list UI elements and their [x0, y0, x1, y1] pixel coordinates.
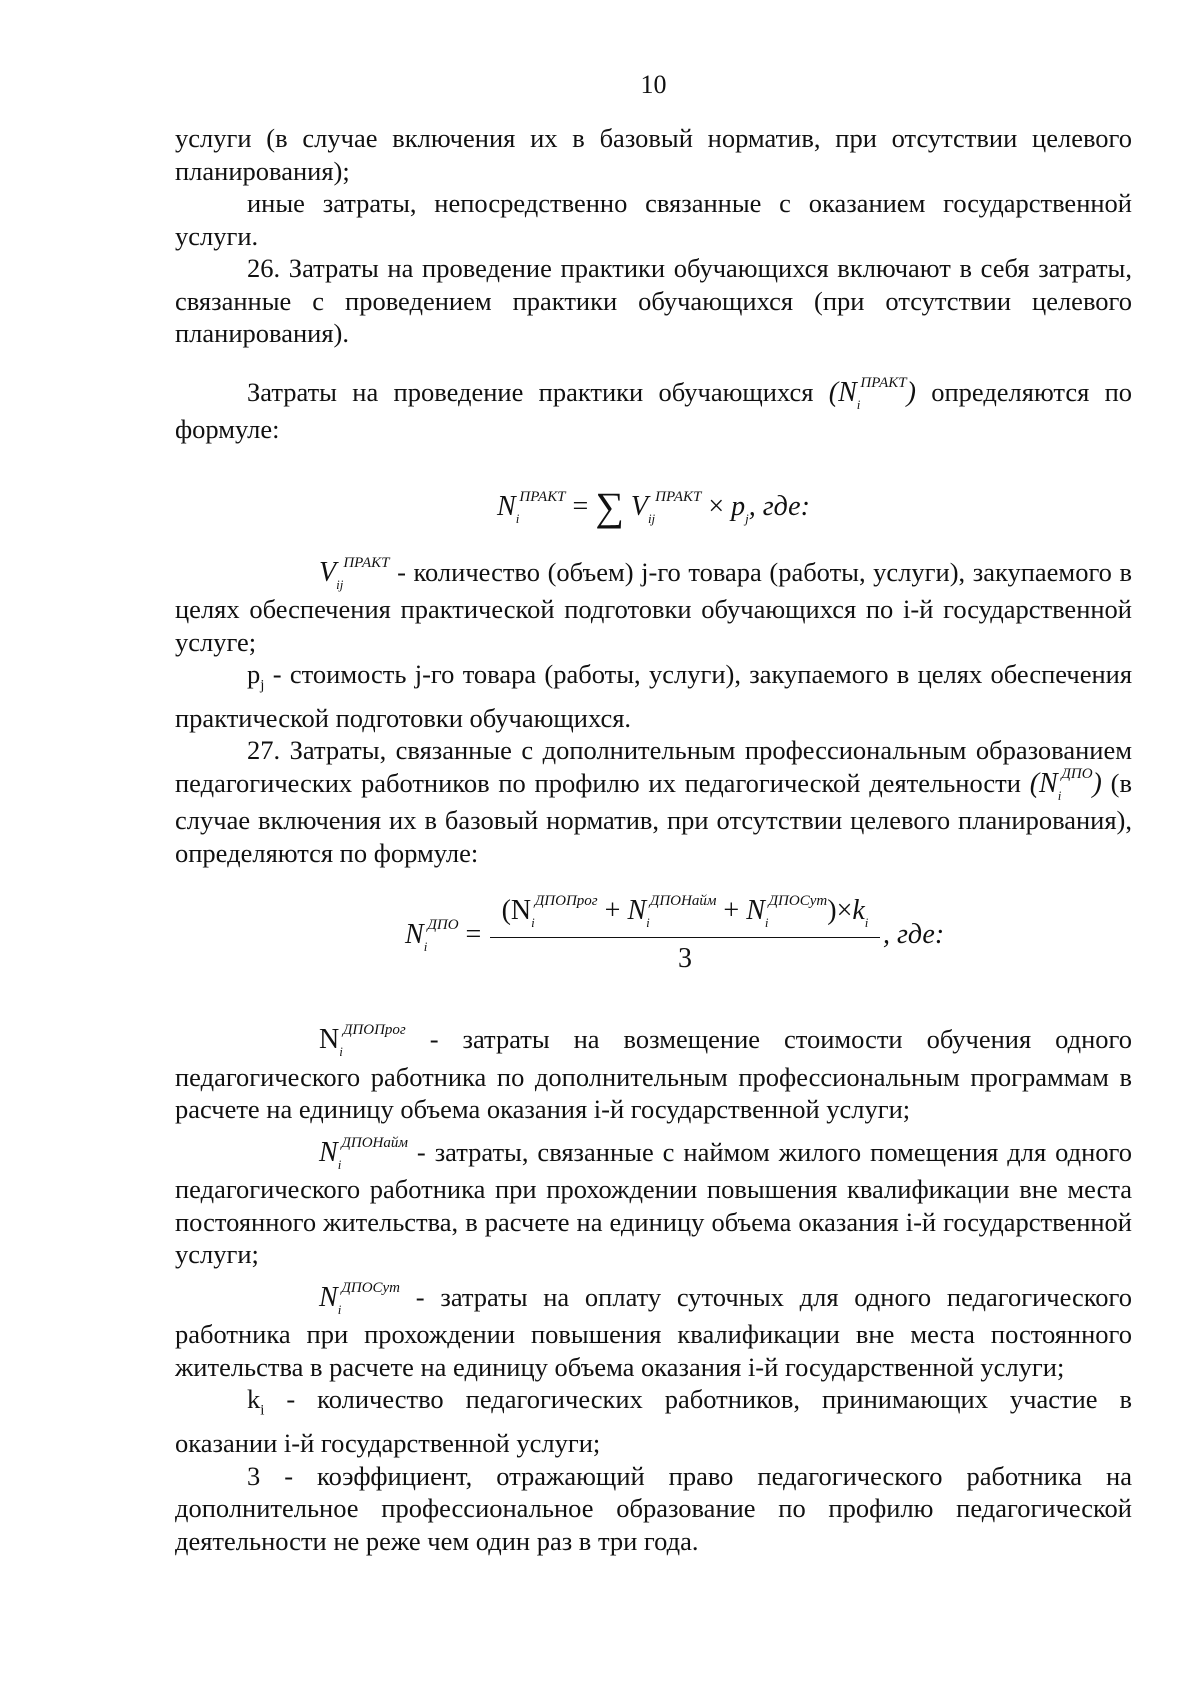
- paragraph-services-continuation: услуги (в случае включения их в базовый норматив, при отсутствии целевого планирования);: [175, 123, 1132, 186]
- formula-dpo-fraction-bar: [490, 937, 880, 938]
- formula-dpo-where: , где:: [883, 919, 945, 951]
- formula-practice-p: $p_j$: [731, 490, 749, 526]
- definition-symbol-k-i: $k_i$: [247, 1384, 265, 1419]
- definition-symbol-p-j: $p_j$: [247, 659, 265, 694]
- formula-dpo-numerator: $(N_i^{ДПОПрог} + N_i^{ДПОНайм} + N_i^{ДПОСут})\times k_i$: [501, 893, 869, 931]
- formula-practice: [175, 474, 1132, 530]
- inline-symbol-n-dpo: $(N_i^{ДПО})$: [1029, 765, 1102, 803]
- inline-symbol-n-prakt: $(N_i^{ПРАКТ})$: [828, 374, 916, 412]
- formula-practice-lhs: $N_i^{ПРАКТ}$: [497, 488, 566, 526]
- document-body: [175, 122, 1132, 1557]
- practice-costs-text-before: Затраты на проведение практики обучающихся: [247, 376, 814, 407]
- formula-practice-sum: ∑: [595, 483, 624, 529]
- formula-dpo-denominator: 3: [678, 943, 692, 975]
- document-page: [175, 0, 1132, 1697]
- formula-practice-v: $V_{ij}^{ПРАКТ}$: [630, 488, 702, 526]
- paragraph-item-27: 27. Затраты, связанные с дополнительным профессиональным образованием педагогических работников по профилю их педагогической деятельности $(N_i^{ДПО})$ (в случае включения их в базовый норматив, при отсутствии целевого планирования), определяются по формуле:: [175, 735, 1132, 868]
- definition-p-j: $p_j$ - стоимость j-го товара (работы, услуги), закупаемого в целях обеспечения практической подготовки обучающихся.: [175, 659, 1133, 733]
- definition-k-i: $k_i$ - количество педагогических работников, принимающих участие в оказании i-й государственной услуги;: [175, 1384, 1133, 1459]
- definition-symbol-n-dpo-prog: $N_i^{ДПОПрог}$: [319, 1022, 406, 1060]
- definition-symbol-n-dpo-naim: $N_i^{ДПОНайм}$: [319, 1134, 408, 1172]
- paragraph-item-26: 26. Затраты на проведение практики обучающихся включают в себя затраты, связанные с проведением практики обучающихся (при отсутствии целевого планирования).: [175, 253, 1132, 348]
- formula-practice-times: ×: [708, 490, 725, 522]
- definition-v-prakt: $V_{ij}^{ПРАКТ}$ - количество (объем) j-го товара (работы, услуги), закупаемого в целях обеспечения практической подготовки обучающихся по i-й государственной услуге;: [175, 554, 1133, 657]
- definition-symbol-n-dpo-sut: $N_i^{ДПОСут}$: [319, 1279, 401, 1317]
- definition-coefficient-3: 3 - коэффициент, отражающий право педагогического работника на дополнительное профессиональное образование по профилю педагогической деятельности не реже чем один раз в три года.: [175, 1460, 1132, 1556]
- paragraph-other-costs: иные затраты, непосредственно связанные с оказанием государственной услуги.: [175, 188, 1132, 251]
- practice-costs-text-after: определяются по формуле:: [175, 376, 1133, 444]
- definition-n-dpo-sut: $N_i^{ДПОСут}$ - затраты на оплату суточных для одного педагогического работника при прохождении повышения квалификации вне места постоянного жительства в расчете на единицу объема оказания i-й государственной услуги;: [175, 1279, 1132, 1382]
- definition-n-dpo-prog: $N_i^{ДПОПрог}$ - затраты на возмещение стоимости обучения одного педагогического работника по дополнительным профессиональным программам в расчете на единицу объема оказания i-й государственной услуги;: [175, 1022, 1132, 1125]
- formula-practice-where: , где:: [748, 490, 810, 522]
- definition-n-dpo-naim: $N_i^{ДПОНайм}$ - затраты, связанные с наймом жилого помещения для одного педагогического работника при прохождении повышения квалификации вне места постоянного жительства, в расчете на единицу объема оказания i-й государственной услуги;: [175, 1134, 1133, 1270]
- formula-dpo-lhs: $N_i^{ДПО}$ =: [405, 917, 482, 955]
- definition-symbol-v-prakt: $V_{ij}^{ПРАКТ}$: [319, 554, 390, 592]
- formula-practice-eq: =: [572, 490, 589, 522]
- formula-dpo: [175, 895, 1132, 985]
- page-number: 10: [640, 70, 667, 99]
- formula-dpo-fraction: [405, 895, 965, 985]
- paragraph-practice-costs: [175, 376, 1132, 446]
